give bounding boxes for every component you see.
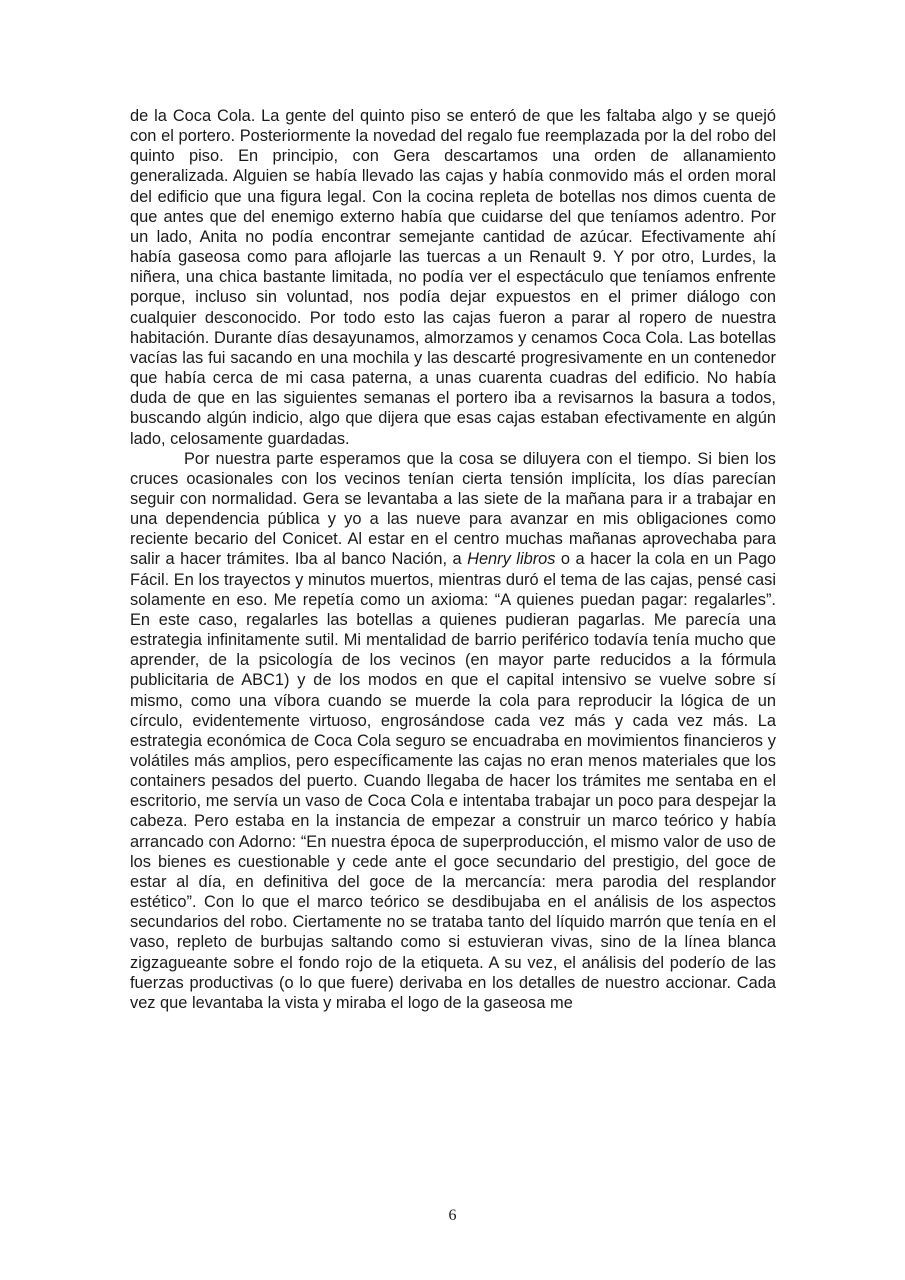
- body-text: [130, 106, 776, 1013]
- paragraph-1: de la Coca Cola. La gente del quinto piso se enteró de que les faltaba algo y se quejó con el portero. Posteriormente la novedad del regalo fue reemplazada por la del robo del quinto piso. En principio, con Gera descartamos una orden de allanamiento generalizada. Alguien se había llevado las cajas y había conmovido más el orden moral del edificio que una figura legal. Con la cocina repleta de botellas nos dimos cuenta de que antes que del enemigo externo había que cuidarse del que teníamos adentro. Por un lado, Anita no podía encontrar semejante cantidad de azúcar. Efectivamente ahí había gaseosa como para aflojarle las tuercas a un Renault 9. Y por otro, Lurdes, la niñera, una chica bastante limitada, no podía ver el espectáculo que teníamos enfrente porque, incluso sin voluntad, nos podía dejar expuestos en el primer diálogo con cualquier desconocido. Por todo esto las cajas fueron a parar al ropero de nuestra habitación. Durante días desayunamos, almorzamos y cenamos Coca Cola. Las botellas vacías las fui sacando en una mochila y las descarté progresivamente en un contenedor que había cerca de mi casa paterna, a unas cuarenta cuadras del edificio. No había duda de que en las siguientes semanas el portero iba a revisarnos la basura a todos, buscando algún indicio, algo que dijera que esas cajas estaban efectivamente en algún lado, celosamente guardadas.: [130, 107, 776, 448]
- book-title-henry-libros: Henry libros: [467, 550, 556, 569]
- paragraph-2-text-end: o a hacer la cola en un Pago Fácil. En los trayectos y minutos muertos, mientras duró el tema de las cajas, pensé casi solamente en eso. Me repetía como un axioma: “A quienes puedan pagar: regalarles”. En este caso, regalarles las botellas a quienes pudieran pagarlas. Me parecía una estrategia infinitamente sutil. Mi mentalidad de barrio periférico todavía tenía mucho que aprender, de la psicología de los vecinos (en mayor parte reducidos a la fórmula publicitaria de ABC1) y de los modos en que el capital intensivo se vuelve sobre sí mismo, como una víbora cuando se muerde la cola para reproducir la lógica de un círculo, evidentemente virtuoso, engrosándose cada vez más y cada vez más. La estrategia económica de Coca Cola seguro se encuadraba en movimientos financieros y volátiles más amplios, pero específicamente las cajas no eran menos materiales que los containers pesados del puerto. Cuando llegaba de hacer los trámites me sentaba en el escritorio, me servía un vaso de Coca Cola e intentaba trabajar un poco para despejar la cabeza. Pero estaba en la instancia de empezar a construir un marco teórico y había arrancado con Adorno: “En nuestra época de superproducción, el mismo valor de uso de los bienes es cuestionable y cede ante el goce secundario del prestigio, del goce de estar al día, en definitiva del goce de la mercancía: mera parodia del resplandor estético”. Con lo que el marco teórico se desdibujaba en el análisis de los aspectos secundarios del robo. Ciertamente no se trataba tanto del líquido marrón que tenía en el vaso, repleto de burbujas saltando como si estuvieran vivas, sino de la línea blanca zigzagueante sobre el fondo rojo de la etiqueta. A su vez, el análisis del poderío de las fuerzas productivas (o lo que fuere) derivaba en los detalles de nuestro accionar. Cada vez que levantaba la vista y miraba el logo de la gaseosa me: [130, 550, 776, 1012]
- paragraph-2: [130, 449, 776, 1013]
- page-number: 6: [448, 1207, 457, 1224]
- paragraph-2-text-start: Por nuestra parte esperamos que la cosa se diluyera con el tiempo. Si bien los cruces ocasionales con los vecinos tenían cierta tensión implícita, los días parecían seguir con normalidad. Gera se levantaba a las siete de la mañana para ir a trabajar en una dependencia pública y yo a las nueve para avanzar en mis obligaciones como reciente becario del Conicet. Al estar en el centro muchas mañanas aprovechaba para salir a hacer trámites. Iba al banco Nación, a: [130, 449, 776, 569]
